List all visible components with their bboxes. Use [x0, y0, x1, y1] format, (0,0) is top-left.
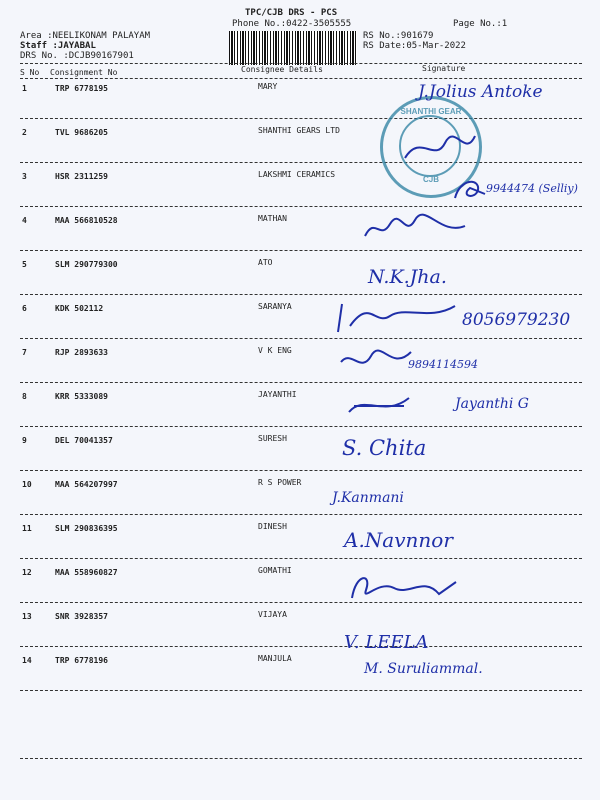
phone-number: Phone No.:0422-3505555: [232, 19, 352, 29]
col-header-consignee: Consignee Details: [241, 65, 323, 74]
row-consignee-name: VIJAYA: [258, 610, 287, 619]
row-consignee-name: MATHAN: [258, 214, 287, 223]
signature-row-1: J.Jolius Antoke: [418, 82, 543, 102]
signature-row-9: S. Chita: [342, 436, 427, 460]
row-divider: [20, 514, 582, 515]
signature-scribble-row-7: [336, 344, 416, 378]
row-consignee-name: SURESH: [258, 434, 287, 443]
row-divider: [20, 646, 582, 647]
row-consignment-number: SLM 290779300: [55, 260, 118, 269]
row-consignment-number: SNR 3928357: [55, 612, 108, 621]
row-sno: 10: [22, 480, 32, 489]
row-sno: 8: [22, 392, 27, 401]
row-consignee-name: ATO: [258, 258, 273, 267]
row-sno: 11: [22, 524, 32, 533]
row-consignee-name: MANJULA: [258, 654, 292, 663]
signature-row-11: A.Navnnor: [344, 528, 453, 552]
row-divider: [20, 162, 582, 163]
area-label: Area :NEELIKONAM PALAYAM: [20, 31, 151, 41]
signature-scribble-row-12: [344, 568, 464, 604]
page-number: Page No.:1: [453, 19, 508, 29]
row-consignment-number: RJP 2893633: [55, 348, 108, 357]
row-divider: [20, 382, 582, 383]
signature-row-14: M. Suruliammal.: [364, 661, 483, 677]
col-header-signature: Signature: [422, 64, 466, 73]
signature-scribble-row-8: [344, 392, 414, 420]
signature-row-8: Jayanthi G: [455, 396, 529, 412]
row-consignment-number: MAA 564207997: [55, 480, 118, 489]
signature-row-5: N.K.Jha.: [368, 266, 447, 288]
row-consignment-number: TVL 9686205: [55, 128, 108, 137]
row-consignment-number: KRR 5333089: [55, 392, 108, 401]
row-sno: 14: [22, 656, 32, 665]
row-divider: [20, 118, 582, 119]
footer-divider: [20, 758, 582, 759]
signature-scribble-row-3: [450, 176, 490, 206]
row-divider: [20, 602, 582, 603]
row-consignment-number: SLM 290836395: [55, 524, 118, 533]
row-consignment-number: MAA 558960827: [55, 568, 118, 577]
row-consignment-number: TRP 6778195: [55, 84, 108, 93]
row-divider: [20, 206, 582, 207]
document-title: TPC/CJB DRS - PCS: [245, 8, 338, 18]
row-sno: 12: [22, 568, 32, 577]
row-consignee-name: R S POWER: [258, 478, 302, 487]
stamp-text-bottom: CJB: [422, 175, 439, 184]
col-header-sno: S No: [20, 68, 40, 77]
signature-scribble-row-2: [400, 128, 480, 168]
row-sno: 4: [22, 216, 27, 225]
row-consignment-number: HSR 2311259: [55, 172, 108, 181]
row-sno: 5: [22, 260, 27, 269]
row-consignee-name: SARANYA: [258, 302, 292, 311]
row-divider: [20, 470, 582, 471]
row-divider: [20, 558, 582, 559]
rs-number: RS No.:901679: [363, 31, 434, 41]
stamp-text-top: SHANTHI GEAR: [400, 107, 462, 116]
row-consignment-number: KDK 502112: [55, 304, 104, 313]
row-sno: 13: [22, 612, 32, 621]
row-sno: 6: [22, 304, 27, 313]
row-divider: [20, 250, 582, 251]
barcode: [229, 31, 357, 65]
header-divider: [20, 78, 582, 79]
signature-row-10: J.Kanmani: [332, 490, 404, 506]
signature-scribble-row-6: [330, 296, 460, 336]
rs-date: RS Date:05-Mar-2022: [363, 41, 466, 51]
signature-row-6: 8056979230: [462, 310, 571, 330]
row-sno: 7: [22, 348, 27, 357]
row-divider: [20, 294, 582, 295]
drs-number: DRS No. :DCJB90167901: [20, 51, 134, 61]
col-header-consignment: Consignment No: [50, 68, 118, 77]
row-sno: 1: [22, 84, 27, 93]
row-consignee-name: MARY: [258, 82, 278, 91]
row-consignee-name: DINESH: [258, 522, 287, 531]
row-divider: [20, 426, 582, 427]
signature-row-7: 9894114594: [408, 358, 478, 371]
row-consignment-number: TRP 6778196: [55, 656, 108, 665]
row-consignment-number: DEL 70041357: [55, 436, 113, 445]
row-sno: 9: [22, 436, 27, 445]
signature-row-13: V. LEELA: [344, 632, 429, 653]
row-consignment-number: MAA 566810528: [55, 216, 118, 225]
footer-divider: [20, 690, 582, 691]
row-sno: 3: [22, 172, 27, 181]
row-consignee-name: V K ENG: [258, 346, 292, 355]
signature-row-3: 9944474 (Selliy): [486, 182, 578, 195]
header-divider: [20, 63, 582, 64]
row-consignee-name: SHANTHI GEARS LTD: [258, 126, 340, 135]
row-consignee-name: GOMATHI: [258, 566, 292, 575]
row-divider: [20, 338, 582, 339]
row-consignee-name: JAYANTHI: [258, 390, 297, 399]
row-consignee-name: LAKSHMI CERAMICS: [258, 170, 336, 179]
staff-label: Staff :JAYABAL: [20, 41, 96, 51]
row-sno: 2: [22, 128, 27, 137]
signature-scribble-row-4: [360, 206, 470, 246]
